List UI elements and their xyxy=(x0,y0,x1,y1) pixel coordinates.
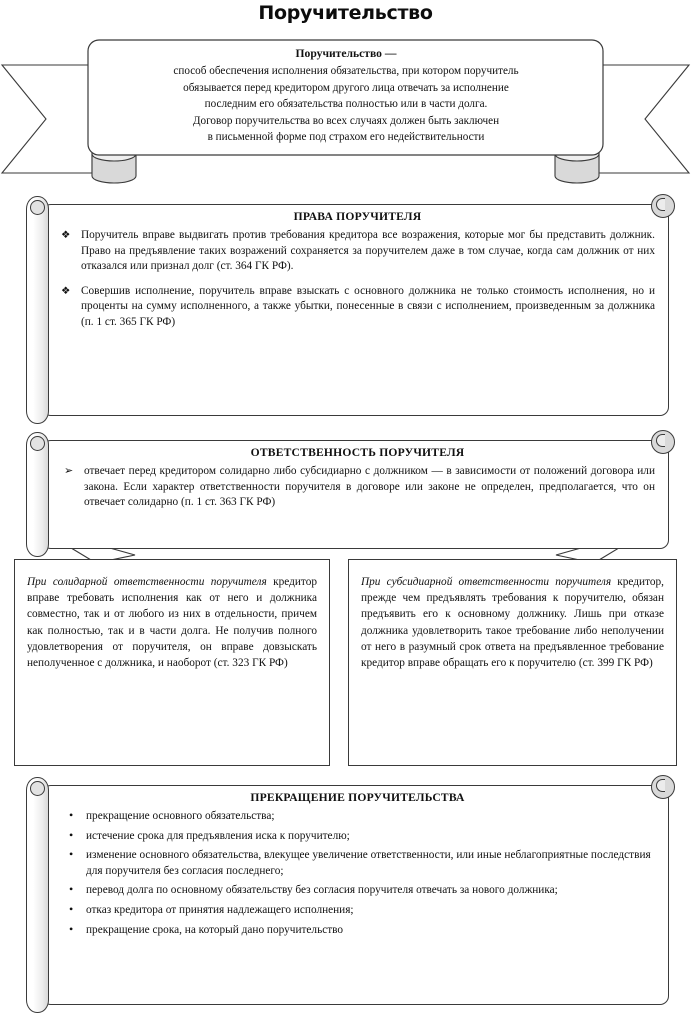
scroll-roll-icon xyxy=(26,196,49,424)
subsidiary-lead-in: При субсидиарной ответственности поручителя xyxy=(361,576,612,588)
dot-bullet-icon: • xyxy=(69,847,74,862)
list-item-text: изменение основного обязательства, влекущее увеличение ответственности, или иные неблагоприятные последствия для поручителя без согласия последнего; xyxy=(86,849,651,877)
list-item-text: прекращение основного обязательства; xyxy=(86,810,275,822)
list-item-text: отказ кредитора от принятия надлежащего исполнения; xyxy=(86,903,354,916)
section-content xyxy=(60,791,655,1003)
list-item xyxy=(60,284,655,331)
list-item xyxy=(60,848,655,879)
scroll-curl-icon xyxy=(651,194,675,218)
section-liability-of-guarantor xyxy=(14,432,677,557)
dot-bullet-icon: • xyxy=(69,882,74,897)
solidary-lead-in: При солидарной ответственности поручителя xyxy=(27,576,267,588)
list-item-text: перевод долга по основному обязательству без согласия поручителя отвечать за нового должника; xyxy=(86,884,558,897)
definition-line-2: обязывается перед кредитором другого лица отвечать за исполнение xyxy=(183,81,509,94)
scroll-curl-icon xyxy=(651,430,675,454)
definition-banner xyxy=(0,36,691,186)
arrow-bullet-icon: ➢ xyxy=(64,464,74,477)
list-item xyxy=(60,809,655,825)
scroll-roll-icon xyxy=(26,432,49,557)
ribbon-tail-right xyxy=(599,65,689,173)
definition-line-4: Договор поручительства во всех случаях должен быть заключен xyxy=(192,114,500,127)
scroll-roll-icon xyxy=(26,777,49,1013)
section-title: ОТВЕТСТВЕННОСТЬ ПОРУЧИТЕЛЯ xyxy=(250,446,465,459)
section-title: ПРЕКРАЩЕНИЕ ПОРУЧИТЕЛЬСТВА xyxy=(250,791,465,804)
dot-bullet-icon: • xyxy=(69,827,74,842)
liability-list xyxy=(60,464,655,511)
definition-line-1: способ обеспечения исполнения обязательства, при котором поручитель xyxy=(173,65,519,78)
box-solidary-liability xyxy=(14,559,330,766)
box-subsidiary-liability xyxy=(348,559,677,766)
list-item-text: прекращение срока, на который дано поручительство xyxy=(86,923,344,936)
definition-text xyxy=(92,46,600,145)
scroll-curl-icon xyxy=(651,775,675,799)
list-item-text: Поручитель вправе выдвигать против требования кредитора все возражения, которые мог бы представить должник. Право на предъявление таких возражений сохраняется за поручителем даже в том случае, когда сам должник от них отказался или признал долг (ст. 364 ГК РФ). xyxy=(81,229,655,273)
rights-list xyxy=(60,228,655,331)
dot-bullet-icon: • xyxy=(69,808,74,822)
section-content xyxy=(60,210,655,414)
list-item xyxy=(60,228,655,275)
definition-line-5: в письменной форме под страхом его недействительности xyxy=(207,131,485,144)
list-item xyxy=(60,923,655,939)
list-item xyxy=(60,829,655,845)
list-item xyxy=(60,903,655,919)
definition-lead: Поручительство — xyxy=(295,47,397,60)
section-rights-of-guarantor xyxy=(14,196,677,424)
diamond-bullet-icon: ❖ xyxy=(61,230,71,241)
section-title: ПРАВА ПОРУЧИТЕЛЯ xyxy=(293,210,422,223)
list-item-text: истечение срока для предъявления иска к поручителю; xyxy=(86,829,350,842)
section-content xyxy=(60,446,655,547)
subsidiary-body: кредитор, прежде чем предъявлять требования к поручителю, обязан предъявить его к основному должнику. Лишь при отказе должника удовлетворить такое требование либо неполучении от него в разумный срок ответа на предъявленное требование кредитор вправе обращать его к поручителю (ст. 399 ГК РФ) xyxy=(361,576,664,670)
diamond-bullet-icon: ❖ xyxy=(61,285,71,297)
list-item xyxy=(60,464,655,511)
section-termination-of-guarantee xyxy=(14,777,677,1013)
ribbon-tail-left xyxy=(2,65,92,173)
page-title: Поручительство xyxy=(258,2,433,24)
dot-bullet-icon: • xyxy=(69,921,74,936)
termination-list xyxy=(60,809,655,938)
list-item-text: отвечает перед кредитором солидарно либо субсидиарно с должником — в зависимости от положений договора или закона. Если характер ответственности поручителя в договоре или законе не определен, предполагается, что он отвечает солидарно (п. 1 ст. 363 ГК РФ) xyxy=(84,465,655,509)
solidary-body: кредитор вправе требовать исполнения как от него и должника совместно, так и от любого из них в отдельности, причем как полностью, так и в части долга. Не получив полного удовлетворения от поручителя, он вправе довзыскать неполученное с должника, и наоборот (ст. 323 ГК РФ) xyxy=(27,576,317,670)
definition-line-3: последним его обязательства полностью или в части долга. xyxy=(204,98,488,111)
list-item xyxy=(60,883,655,899)
list-item-text: Совершив исполнение, поручитель вправе взыскать с основного должника не только стоимость исполнения, но и проценты на сумму исполненного, а также убытки, понесенные в связи с исполнением, произведенным за должника (п. 1 ст. 365 ГК РФ) xyxy=(81,284,655,328)
dot-bullet-icon: • xyxy=(69,901,74,916)
